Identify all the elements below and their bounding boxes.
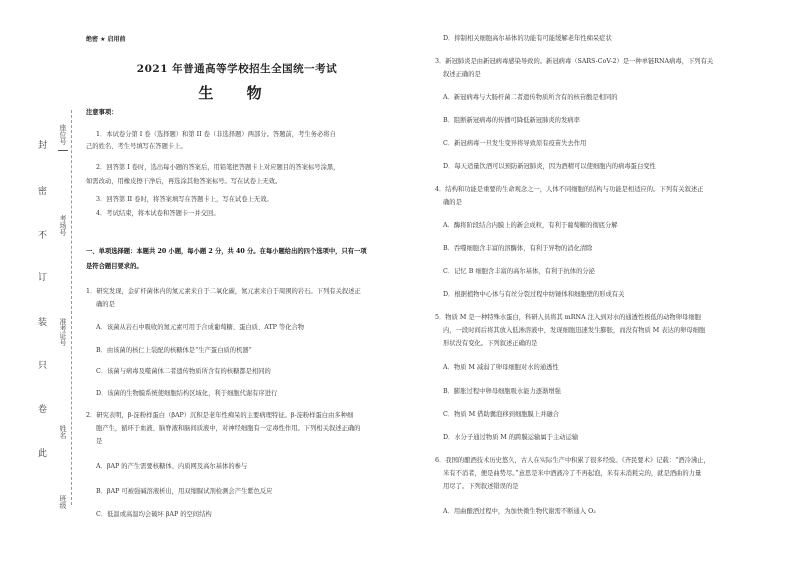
question-4-stem: 4．结构和功能是重要的生命观念之一，人体不同细胞的结构与功能是相适应的。下列有关叙述正 [435,186,704,193]
binding-char: 封 [38,141,48,151]
question-3-option-c: C．新冠病毒一旦发生变异将导致原有疫苗失去作用 [443,140,587,147]
question-4-option-d: D．根据植物中心体与有丝分裂过程中纺锤体和细胞壁的形成有关 [443,291,625,298]
question-6-stem: 米有不消者，便是曲势尽。”意思是米中酒液冷了不再起泡，米有未消耗完的，就是酒曲的力量 [443,470,702,477]
question-2-stem: 是 [96,438,103,445]
notice-line: 4．考试结束，将本试卷和答题卡一并交回。 [96,210,220,217]
binding-char: 不 [38,231,48,241]
section-heading: 一、单项选择题：本题共 20 小题，每小题 2 分，共 40 分。在每小题给出的四个选项中，只有一项 [86,248,367,255]
notice-heading: 注意事项： [86,109,118,116]
question-2-option-b: B．βAP 可被强碱溶液析出，用双缩脲试剂检测会产生紫色反应 [96,488,273,495]
question-3-option-b: B．阻断新冠病毒的传播可降低新冠肺炎的发病率 [443,117,580,124]
question-3-option-a: A．新冠病毒与大肠杆菌二者遗传物质所含有的核苷酸是相同的 [443,94,618,101]
exam-title: 2021 年普通高等学校招生全国统一考试 [136,63,338,75]
admission-number-label: 准考证号 [59,318,67,346]
exam-room-label: 考场号 [59,215,67,236]
notice-line: 3．回答第 II 卷时，将答案填写在答题卡上，写在试卷上无效。 [96,196,273,203]
question-2-option-a: A．βAP 的产生需要核糖体、内质网及高尔基体的参与 [96,463,248,470]
binding-dashed-line [71,110,72,505]
question-1-stem: 1．研究发现，金矿杆菌体内的氮元素来自于二氧化碳，氮元素来自于周围的岩石。下列有关叙述正 [86,288,361,295]
question-3-stem: 3．新冠肺炎是由新冠病毒感染导致的。新冠病毒（SARS-CoV-2）是一种单链RNA病毒，下列有关 [435,58,714,65]
question-3-option-d: D．每天适量饮酒可以预防新冠肺炎，因为酒精可以使细胞内的病毒蛋白变性 [443,163,656,170]
question-4-option-c: C．记忆 B 细胞含丰富的高尔基体，有利于抗体的分泌 [443,268,595,275]
question-4-stem: 确的是 [443,199,462,206]
question-1-option-b: B．由该菌的核仁上装配的核糖体是“生产蛋白质的机器” [96,347,252,354]
notice-line: 2．回答第 I 卷时，选出每小题的答案后，用铅笔把答题卡上对应题目的答案标号涂黑， [96,164,340,171]
question-5-stem: 内，一段时间后将其放入低渗溶液中，发现细胞迅速发生膨胀，而没有物质 M 表达的卵母细胞 [443,327,706,334]
question-2-option-c: C．低温或高温均会破坏 βAP 的空间结构 [96,511,212,518]
question-1-stem: 确的是 [96,301,115,308]
question-2-stem: 2．研究表明，β-淀粉样蛋白（βAP）沉积是老年性痴呆的主要病理特征。β-淀粉样蛋白由多种细 [86,412,354,419]
question-2-stem: 胞产生，循环于血液、脑脊液和脑间质液中，对神经细胞有一定毒性作用。下列相关叙述正确的 [96,425,361,432]
question-6-option-a: A．用曲酿酒过程中，为加快微生物代谢需不断通入 O₂ [443,508,596,515]
question-1-option-d: D．该菌的生物膜系统使细胞结构区域化，利于细胞代谢有序进行 [96,390,278,397]
binding-char: 只 [38,361,48,371]
question-3-stem: 叙述正确的是 [443,71,481,78]
notice-line: 1．本试卷分第 I 卷（选择题）和第 II 卷（非选择题）两部分。答题前，考生务必将自 [96,131,336,138]
question-5-stem: 5．物质 M 是一种特殊水蛋白，科研人员将其 mRNA 注入到对水的通透性极低的动物卵母细胞 [435,314,701,321]
rule [58,150,68,151]
question-4-option-a: A．酶将阶段结合内膜上的新会成粒，有利于葡萄糖的彻底分解 [443,222,618,229]
question-4-option-b: B．吞噬细胞含丰富的溶酶体，有利于异物的消化清除 [443,245,593,252]
binding-char: 订 [38,273,48,283]
binding-char: 密 [38,187,48,197]
question-1-option-c: C．该菌与病毒及噬菌体二者遗传物质所含有的核糖都是相同的 [96,368,271,375]
question-6-stem: 6．我国的酿酒技术历史悠久，古人在实际生产中积累了很多经验。《齐民要术》记载：“酒冷沸止， [435,457,710,464]
question-5-option-a: A．物质 M 减弱了卵母细胞对水的通透性 [443,364,559,371]
name-label: 姓名 [59,425,67,439]
seat-number-label: 座位号 [59,124,67,145]
class-label: 班级 [59,495,67,509]
question-6-stem: 用尽了。下列叙述错误的是 [443,483,519,490]
question-1-option-a: A．该菌从岩石中吸收的氮元素可用于合成葡萄糖、蛋白质、ATP 等化合物 [96,324,305,331]
section-heading-cont: 是符合题目要求的。 [86,263,143,270]
question-5-option-b: B．膨胀过程中卵母细胞吸水能力逐渐增强 [443,388,561,395]
notice-line: 如需改动，用橡皮擦干净后，再选涂其他答案标号。写在试卷上无效。 [86,178,282,185]
binding-char: 卷 [38,405,48,415]
secret-mark: 绝密 ★ 启用前 [86,36,126,43]
question-5-option-d: D．水分子通过物质 M 的跨膜运输属于主动运输 [443,434,579,441]
binding-char: 此 [38,449,48,459]
question-5-option-c: C．物质 M 借助囊泡移到细胞膜上并融合 [443,411,560,418]
notice-line: 己的姓名、考生号填写在答题卡上。 [86,143,187,150]
question-2-option-d: D．抑制相关细胞高尔基体的功能有可能缓解老年性痴呆症状 [443,35,612,42]
binding-char: 装 [38,318,48,328]
subject-title: 生 物 [198,84,276,102]
question-5-stem: 形状没有变化。下列叙述正确的是 [443,340,538,347]
